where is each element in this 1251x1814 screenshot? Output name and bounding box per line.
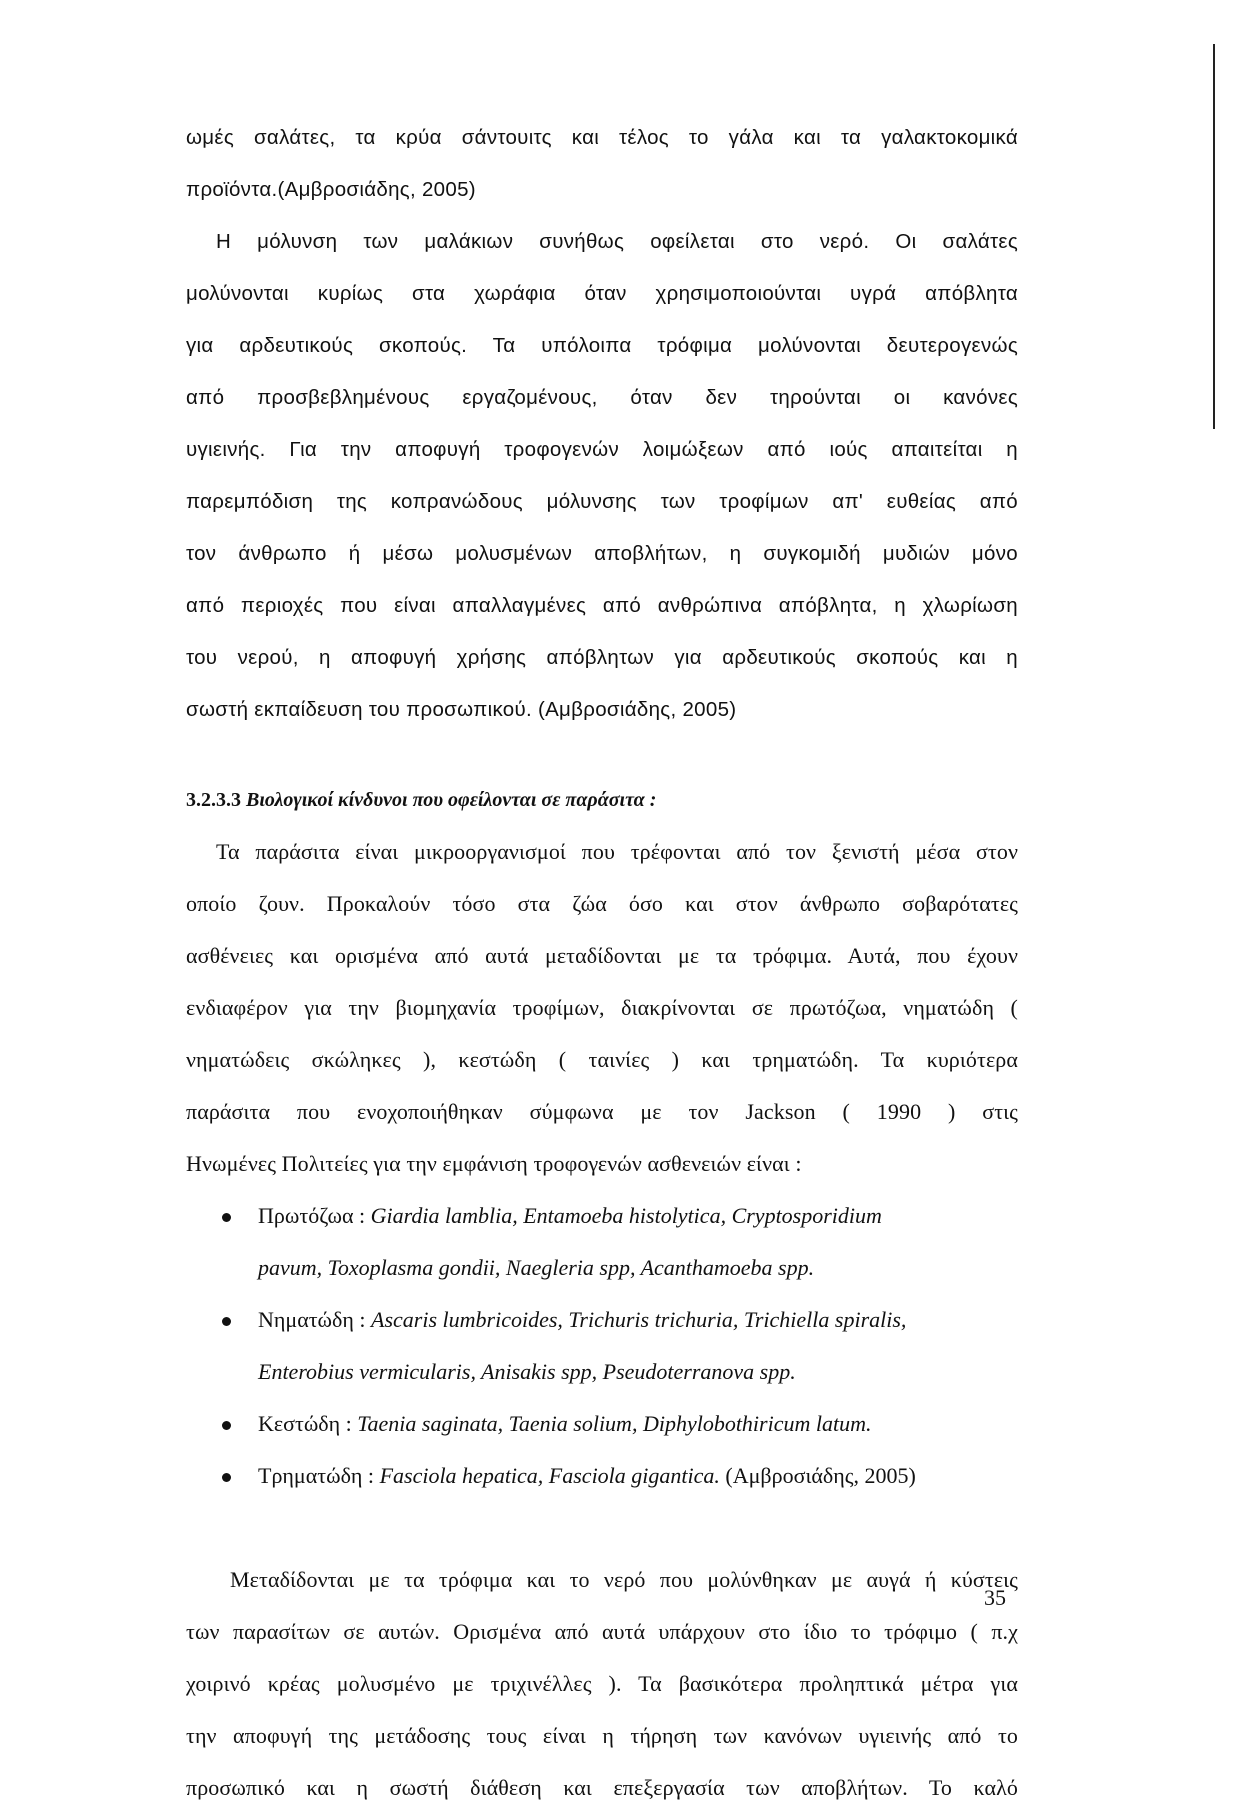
- species-names: pavum, Toxoplasma gondii, Naegleria spp, Acanthamoeba spp.: [258, 1255, 815, 1280]
- text-line: τον άνθρωπο ή μέσω μολυσμένων αποβλήτων, η συγκομιδή μυδιών μόνο: [186, 542, 1018, 565]
- text-line: Ηνωμένες Πολιτείες για την εμφάνιση τροφογενών ασθενειών είναι :: [186, 1151, 802, 1176]
- text-line: Τα παράσιτα είναι μικροοργανισμοί που τρέφονται από τον ξενιστή μέσα στον: [216, 839, 1018, 864]
- list-item-label: Τρηματώδη :: [258, 1463, 380, 1488]
- list-item-label: Πρωτόζωα :: [258, 1203, 371, 1228]
- text-line: από περιοχές που είναι απαλλαγμένες από ανθρώπινα απόβλητα, η χλωρίωση: [186, 594, 1018, 617]
- list-item-protozoa: [186, 1190, 1018, 1242]
- text-line: νηματώδεις σκώληκες ), κεστώδη ( ταινίες ) και τρηματώδη. Τα κυριότερα: [186, 1047, 1018, 1072]
- text-line: παράσιτα που ενοχοποιήθηκαν σύμφωνα με τον Jackson ( 1990 ) στις: [186, 1099, 1018, 1124]
- text-line: μολύνονται κυρίως στα χωράφια όταν χρησιμοποιούνται υγρά απόβλητα: [186, 282, 1018, 305]
- section-heading: [186, 774, 1018, 826]
- text-line: Μεταδίδονται με τα τρόφιμα και το νερό που μολύνθηκαν με αυγά ή κύστεις: [230, 1567, 1018, 1592]
- species-names: Fasciola hepatica, Fasciola gigantica.: [379, 1463, 720, 1488]
- scan-edge-line: [1213, 44, 1215, 429]
- text-line: παρεμπόδιση της κοπρανώδους μόλυνσης των τροφίμων απ' ευθείας από: [186, 490, 1018, 513]
- text-line: την αποφυγή της μετάδοσης τους είναι η τήρηση των κανόνων υγιεινής από το: [186, 1723, 1018, 1748]
- intro-paragraph: [186, 112, 1018, 736]
- list-item-continuation: [186, 1346, 1018, 1398]
- list-item-cestodes: [186, 1398, 1018, 1450]
- species-names: Ascaris lumbricoides, Trichuris trichuria, Trichiella spiralis,: [371, 1307, 907, 1332]
- document-page: [186, 112, 1018, 1814]
- spacer: [186, 736, 1018, 774]
- text-line: Η μόλυνση των μαλάκιων συνήθως οφείλεται στο νερό. Οι σαλάτες: [216, 230, 1018, 253]
- text-line: ενδιαφέρον για την βιομηχανία τροφίμων, διακρίνονται σε πρωτόζωα, νηματώδη (: [186, 995, 1018, 1020]
- bullet-icon: [222, 1317, 231, 1326]
- text-line: των παρασίτων σε αυτών. Ορισμένα από αυτά υπάρχουν στο ίδιο το τρόφιμο ( π.χ: [186, 1619, 1018, 1644]
- citation: (Αμβροσιάδης, 2005): [719, 1463, 916, 1488]
- text-line: προϊόντα.(Αμβροσιάδης, 2005): [186, 178, 476, 201]
- list-item-trematodes: [186, 1450, 1018, 1502]
- text-line: ασθένειες και ορισμένα από αυτά μεταδίδονται με τα τρόφιμα. Αυτά, που έχουν: [186, 943, 1018, 968]
- page-number: 35: [984, 1585, 1006, 1610]
- spacer: [186, 1502, 1018, 1554]
- species-names: Enterobius vermicularis, Anisakis spp, Pseudoterranova spp.: [258, 1359, 796, 1384]
- species-names: Taenia saginata, Taenia solium, Diphylobothiricum latum.: [357, 1411, 872, 1436]
- section-number: 3.2.3.3: [186, 789, 241, 811]
- bullet-icon: [222, 1473, 231, 1482]
- list-item-continuation: [186, 1242, 1018, 1294]
- list-item-label: Κεστώδη :: [258, 1411, 358, 1436]
- parasites-paragraph: [186, 826, 1018, 1190]
- list-item-nematodes: [186, 1294, 1018, 1346]
- text-line: σωστή εκπαίδευση του προσωπικού. (Αμβροσιάδης, 2005): [186, 698, 737, 721]
- text-line: από προσβεβλημένους εργαζομένους, όταν δεν τηρούνται οι κανόνες: [186, 386, 1018, 409]
- text-line: για αρδευτικούς σκοπούς. Τα υπόλοιπα τρόφιμα μολύνονται δευτερογενώς: [186, 334, 1018, 357]
- list-item-label: Νηματώδη :: [258, 1307, 372, 1332]
- parasite-list: [186, 1190, 1018, 1502]
- text-line: οποίο ζουν. Προκαλούν τόσο στα ζώα όσο και στον άνθρωπο σοβαρότατες: [186, 891, 1018, 916]
- text-line: προσωπικό και η σωστή διάθεση και επεξεργασία των αποβλήτων. Το καλό: [186, 1775, 1018, 1800]
- species-names: Giardia lamblia, Entamoeba histolytica, Cryptosporidium: [370, 1203, 882, 1228]
- text-line: υγιεινής. Για την αποφυγή τροφογενών λοιμώξεων από ιούς απαιτείται η: [186, 438, 1018, 461]
- text-line: του νερού, η αποφυγή χρήσης απόβλητων για αρδευτικούς σκοπούς και η: [186, 646, 1018, 669]
- bullet-icon: [222, 1213, 231, 1222]
- section-title: Βιολογικοί κίνδυνοι που οφείλονται σε παράσιτα :: [246, 789, 657, 811]
- transmission-paragraph: [186, 1554, 1018, 1814]
- text-line: χοιρινό κρέας μολυσμένο με τριχινέλλες ). Τα βασικότερα προληπτικά μέτρα για: [186, 1671, 1018, 1696]
- text-line: ωμές σαλάτες, τα κρύα σάντουιτς και τέλος το γάλα και τα γαλακτοκομικά: [186, 126, 1018, 149]
- bullet-icon: [222, 1421, 231, 1430]
